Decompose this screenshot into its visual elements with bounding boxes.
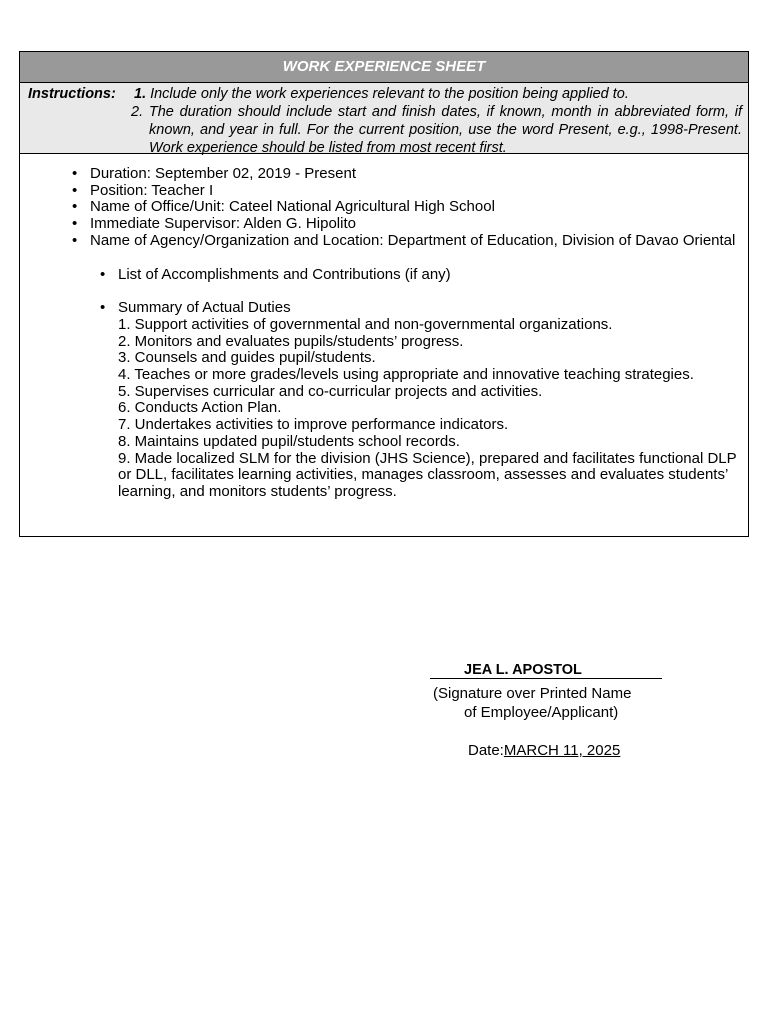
duty-item: 1. Support activities of governmental and non-governmental organizations. (118, 315, 613, 333)
duties-heading: • Summary of Actual Duties (100, 300, 742, 317)
instruction-1-number: 1. (134, 86, 147, 102)
accomplishments-heading: • List of Accomplishments and Contributions (if any) (100, 267, 742, 284)
duty-item: 6. Conducts Action Plan. (118, 399, 282, 417)
sheet-title: WORK EXPERIENCE SHEET (20, 52, 748, 83)
signature-printed-name: JEA L. APOSTOL (430, 662, 662, 679)
duty-item: 5. Supervises curricular and co-curricular projects and activities. (118, 382, 543, 400)
duty-item: 8. Maintains updated pupil/students school records. (118, 432, 460, 450)
supervisor-item: • Immediate Supervisor: Alden G. Hipolito (72, 216, 742, 233)
duties-section (72, 300, 742, 500)
date-label: Date: (468, 742, 504, 759)
instruction-item-1 (28, 85, 742, 103)
instructions-block (20, 83, 748, 154)
office-item: • Name of Office/Unit: Cateel National Agricultural High School (72, 199, 742, 216)
duties-list (100, 317, 742, 501)
signature-caption-line-1: (Signature over Printed Name (433, 685, 632, 702)
experience-details-list (72, 166, 742, 250)
agency-item: • Name of Agency/Organization and Location: Department of Education, Division of Davao Oriental (72, 233, 742, 250)
duty-item: 2. Monitors and evaluates pupils/students’ progress. (118, 332, 464, 350)
signature-caption (433, 684, 631, 722)
instruction-2-text: The duration should include start and finish dates, if known, month in abbreviated form, if known, and year in full. For the current position, use the word Present, e.g., 1998-Present. Work experience should be listed from most recent first. (148, 104, 743, 156)
duty-item: 9. Made localized SLM for the division (JHS Science), prepared and facilitates functional DLP or DLL, facilitates learning activities, manages classroom, assesses and evaluates students’ learning, and monitors students’ progress. (118, 449, 737, 500)
experience-entry (20, 154, 748, 501)
position-item: • Position: Teacher I (72, 183, 742, 200)
signature-date (468, 742, 620, 759)
duration-item: • Duration: September 02, 2019 - Present (72, 166, 742, 183)
instructions-label: Instructions: (28, 86, 116, 102)
work-experience-sheet (19, 51, 749, 537)
duty-item: 7. Undertakes activities to improve performance indicators. (118, 416, 509, 434)
duty-item: 3. Counsels and guides pupil/students. (118, 349, 376, 367)
instruction-2-number: 2. (131, 104, 144, 120)
date-value: MARCH 11, 2025 (503, 742, 621, 759)
accomplishments-section (72, 267, 742, 284)
instruction-item-2 (28, 103, 742, 157)
duty-item: 4. Teaches or more grades/levels using appropriate and innovative teaching strategies. (118, 366, 694, 384)
signature-caption-line-2: of Employee/Applicant) (464, 704, 619, 721)
instruction-1-text: Include only the work experiences relevant to the position being applied to. (150, 86, 629, 102)
